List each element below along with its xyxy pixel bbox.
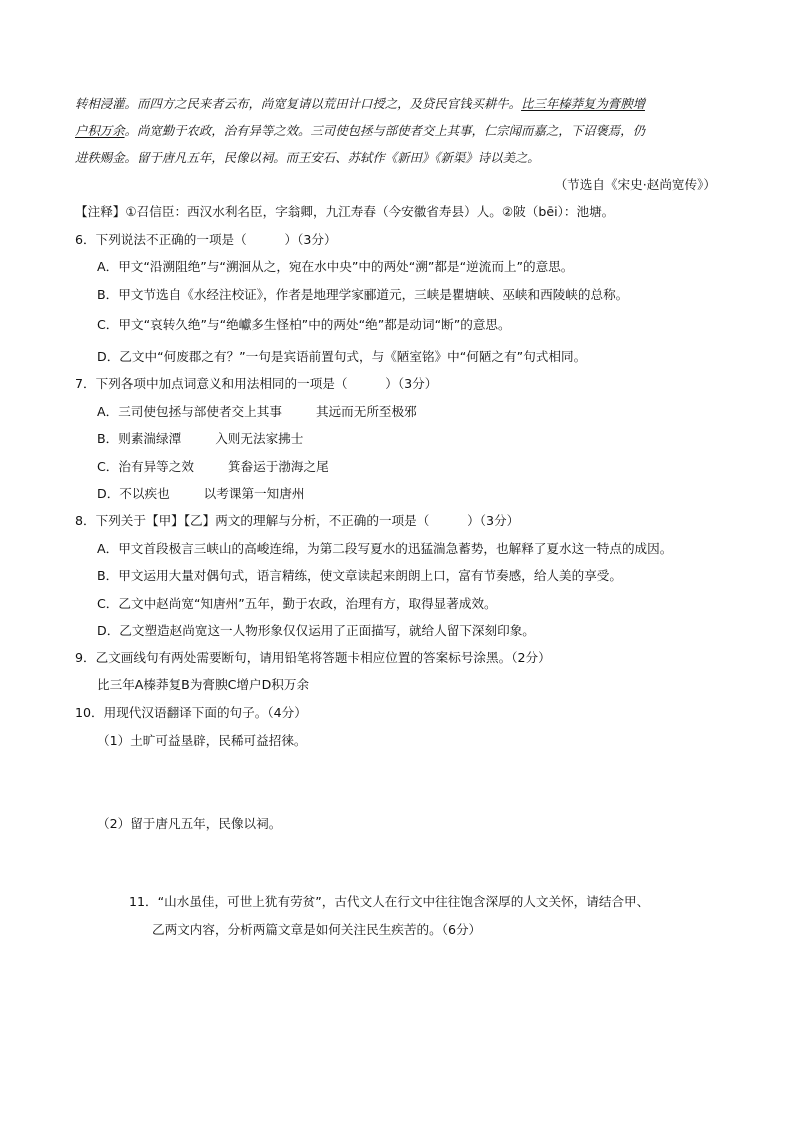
q7-option-d: [97, 485, 304, 503]
passage-text: 转相浸灌。而四方之民来者云布，尚宽复请以荒田计口授之，及贷民官钱买耕牛。: [75, 96, 522, 111]
q7-b-left: B．则素湍绿潭: [97, 431, 182, 446]
q7-d-right: 以考课第一知唐州: [203, 486, 305, 501]
q8-stem: 8．下列关于【甲】【乙】两文的理解与分析，不正确的一项是（ ）（3分）: [75, 513, 520, 528]
q10-sentence-2: （2）留于唐凡五年，民像以祠。: [97, 816, 282, 831]
q6-option-c: C．甲文“哀转久绝”与“绝巘多生怪柏”中的两处“绝”都是动词“断”的意思。: [97, 317, 511, 332]
q8-option-c: C．乙文中赵尚宽“知唐州”五年，勤于农政，治理有方，取得显著成效。: [97, 596, 497, 611]
q7-a-right: 其远而无所至极邪: [315, 404, 417, 419]
underlined-sentence-end: 户积万余: [75, 123, 125, 138]
q10-stem: 10．用现代汉语翻译下面的句子。（4分）: [75, 705, 307, 720]
q6-option-b: B．甲文节选自《水经注校证》，作者是地理学家郦道元，三峡是瞿塘峡、巫峡和西陵峡的总称。: [97, 287, 629, 302]
q7-option-a: [97, 403, 417, 421]
q11-stem-line-2: 乙两文内容，分析两篇文章是如何关注民生疾苦的。（6分）: [152, 922, 482, 937]
passage-line-1: [75, 95, 645, 113]
q8-option-b: B．甲文运用大量对偶句式，语言精练，使文章读起来朗朗上口，富有节奏感，给人美的享受。: [97, 568, 622, 583]
q6-option-a: A．甲文“沿溯阻绝”与“溯洄从之，宛在水中央”中的两处“溯”都是“逆流而上”的意思。: [97, 259, 574, 274]
q10-sentence-1: （1）土旷可益垦辟，民稀可益招徕。: [97, 733, 307, 748]
q6-stem: 6．下列说法不正确的一项是（ ）（3分）: [75, 232, 337, 247]
q6-option-d: D．乙文中“何废郡之有？”一句是宾语前置句式，与《陋室铭》中“何陋之有”句式相同。: [97, 349, 587, 364]
q7-a-left: A．三司使包拯与部使者交上其事: [97, 404, 282, 419]
passage-line-2: [75, 122, 645, 140]
q7-option-b: [97, 430, 303, 448]
q7-stem: 7．下列各项中加点词意义和用法相同的一项是（ ）（3分）: [75, 376, 438, 391]
q9-stem: 9．乙文画线句有两处需要断句，请用铅笔将答题卡相应位置的答案标号涂黑。（2分）: [75, 650, 551, 665]
underlined-sentence: 比三年榛莽复为膏腴增: [521, 96, 645, 111]
q11-stem-line-1: 11．“山水虽佳，可世上犹有劳贫”，古代文人在行文中往往饱含深厚的人文关怀，请结合甲、: [129, 894, 650, 909]
q7-c-right: 箕畚运于渤海之尾: [227, 459, 329, 474]
passage-text: 。尚宽勤于农政，治有异等之效。三司使包拯与部使者交上其事，仁宗闻而嘉之，下诏褒焉，仍: [124, 123, 645, 138]
q7-d-left: D．不以疾也: [97, 486, 170, 501]
passage-line-3: 进秩赐金。留于唐凡五年，民像以祠。而王安石、苏轼作《新田》《新渠》诗以美之。: [75, 150, 540, 165]
annotation-note: 【注释】①召信臣：西汉水利名臣，字翁卿，九江寿春（今安徽省寿县）人。②陂（bēi）：池塘。: [75, 204, 615, 219]
q8-option-d: D．乙文塑造赵尚宽这一人物形象仅仅运用了正面描写，就给人留下深刻印象。: [97, 623, 535, 638]
q8-option-a: A．甲文首段极言三峡山的高峻连绵，为第二段写夏水的迅猛湍急蓄势，也解释了夏水这一特点的成因。: [97, 541, 673, 556]
q9-sentence: 比三年A榛莽复B为膏腴C增户D积万余: [97, 677, 310, 692]
q7-c-left: C．治有异等之效: [97, 459, 194, 474]
passage-source: （节选自《宋史·赵尚宽传》）: [554, 177, 716, 192]
q7-b-right: 入则无法家拂士: [215, 431, 304, 446]
q7-option-c: [97, 458, 329, 476]
